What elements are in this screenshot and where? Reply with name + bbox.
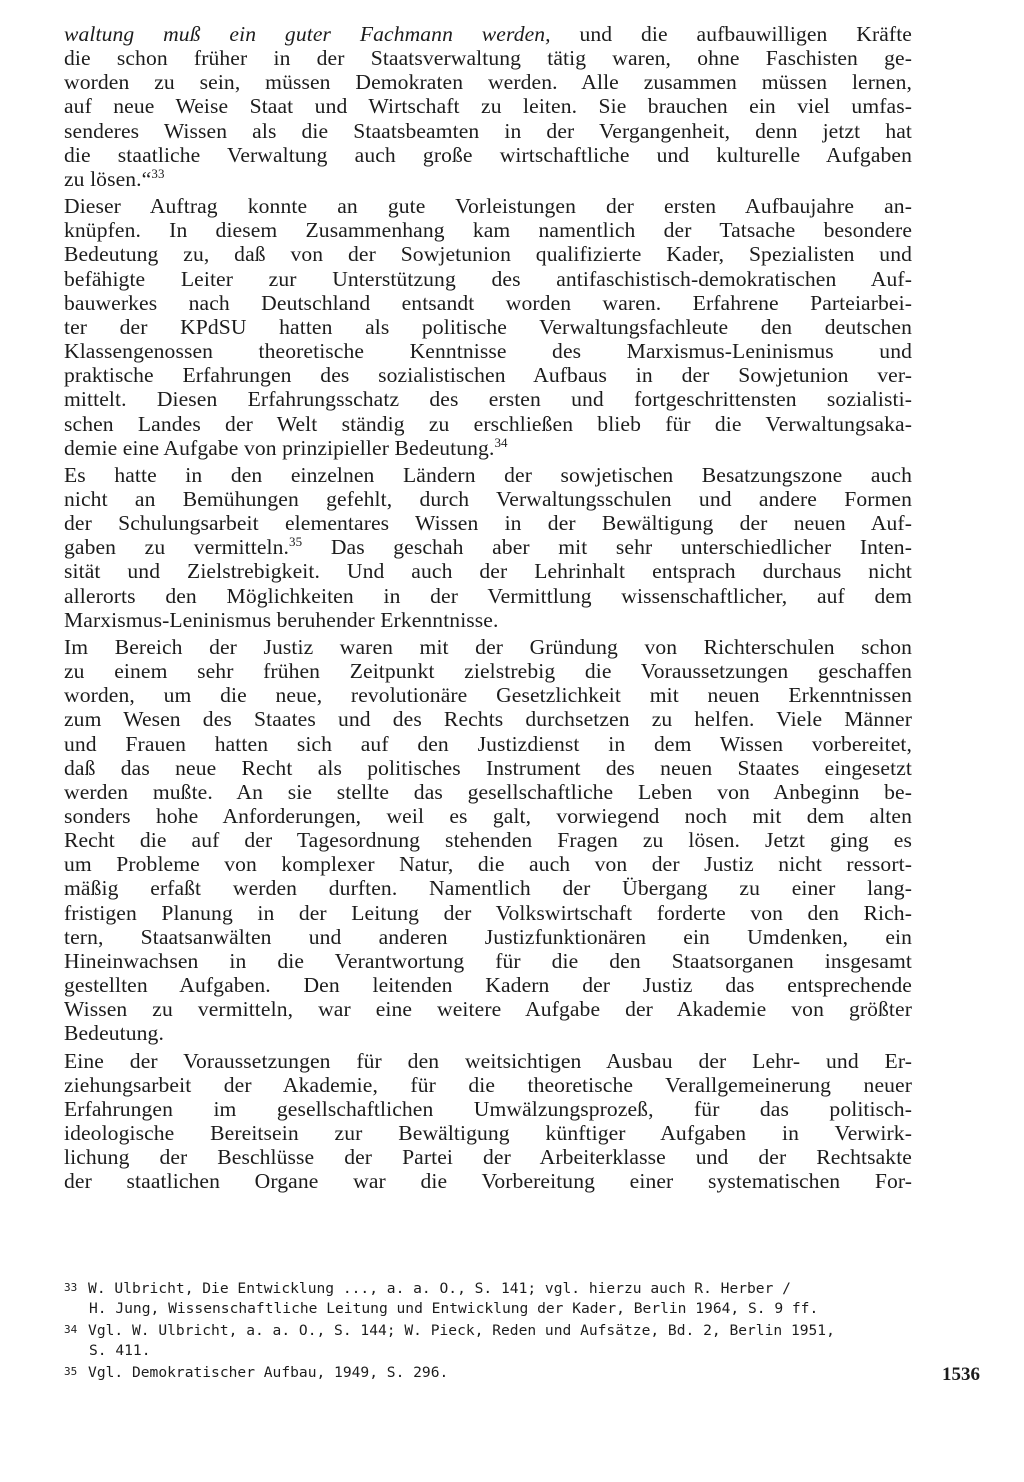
text-line: tern, Staatsanwälten und anderen Justizfunktionären ein Umdenken, ein <box>64 924 912 949</box>
text-segment: gaben zu vermitteln. <box>64 535 290 560</box>
footnote-text: Vgl. W. Ulbricht, a. a. O., S. 144; W. Pieck, Reden und Aufsätze, Bd. 2, Berlin 1951, <box>88 1321 835 1339</box>
text-line: ideologische Bereitsein zur Bewältigung künftiger Aufgaben in Verwirk- <box>64 1121 912 1146</box>
paragraph-1 <box>64 22 912 191</box>
text-line: lichung der Beschlüsse der Partei der Arbeiterklasse und der Rechtsakte <box>64 1145 912 1170</box>
footnote-35 <box>64 1362 924 1383</box>
text-line <box>64 167 912 191</box>
page-number: 1536 <box>942 1364 980 1385</box>
text-line: die staatliche Verwaltung auch große wirtschaftliche und kulturelle Aufgaben <box>64 142 912 167</box>
text-line: der Schulungsarbeit elementares Wissen in der Bewältigung der neuen Auf- <box>64 511 912 536</box>
text-line: nicht an Bemühungen gefehlt, durch Verwaltungsschulen und andere Formen <box>64 486 912 511</box>
text-line: worden zu sein, müssen Demokraten werden. Alle zusammen müssen lernen, <box>64 70 912 95</box>
text-line: ter der KPdSU hatten als politische Verwaltungsfachleute den deutschen <box>64 314 912 339</box>
paragraph-3 <box>64 463 912 632</box>
footnote-34 <box>64 1320 924 1362</box>
text-line: die schon früher in der Staatsverwaltung tätig waren, ohne Faschisten ge- <box>64 46 912 71</box>
text-line: Klassengenossen theoretische Kenntnisse des Marxismus-Leninismus und <box>64 339 912 364</box>
footnote-line <box>64 1320 924 1341</box>
text-line: Marxismus-Leninismus beruhender Erkenntnisse. <box>64 607 499 632</box>
text-line: ziehungsarbeit der Akademie, für die theoretische Verallgemeinerung neuer <box>64 1072 912 1097</box>
footnote-number: 33 <box>64 1281 78 1294</box>
text-line: mäßig erfaßt werden durften. Namentlich der Übergang zu einer lang- <box>64 876 912 901</box>
text-line: allerorts den Möglichkeiten in der Vermittlung wissenschaftlicher, auf dem <box>64 583 912 608</box>
text-line: um Probleme von komplexer Natur, die auch von der Justiz nicht ressort- <box>64 852 912 877</box>
text-segment: demie eine Aufgabe von prinzipieller Bedeutung. <box>64 435 495 460</box>
footnote-ref-35[interactable]: 35 <box>289 534 303 550</box>
text-line: schen Landes der Welt ständig zu erschließen blieb für die Verwaltungsaka- <box>64 411 912 436</box>
text-line: gestellten Aufgaben. Den leitenden Kadern der Justiz das entsprechende <box>64 973 912 998</box>
text-line: zu einem sehr frühen Zeitpunkt zielstrebig die Voraussetzungen geschaffen <box>64 659 912 684</box>
paragraph-2 <box>64 194 912 460</box>
text-line: praktische Erfahrungen des sozialistischen Aufbaus in der Sowjetunion ver- <box>64 363 912 388</box>
text-line: Bedeutung zu, daß von der Sowjetunion qualifizierte Kader, Spezialisten und <box>64 242 912 267</box>
text-line: der staatlichen Organe war die Vorbereitung einer systematischen For- <box>64 1169 912 1194</box>
footnote-line <box>64 1362 924 1383</box>
text-line: Dieser Auftrag konnte an gute Vorleistungen der ersten Aufbaujahre an- <box>64 194 912 219</box>
text-line: knüpfen. In diesem Zusammenhang kam namentlich der Tatsache besondere <box>64 218 912 243</box>
text-segment: und die aufbauwilligen Kräfte <box>550 22 912 46</box>
text-line: Es hatte in den einzelnen Ländern der sowjetischen Besatzungszone auch <box>64 462 912 487</box>
text-line: werden mußte. An sie stellte das gesellschaftliche Leben von Anbeginn be- <box>64 779 912 804</box>
text-line: worden, um die neue, revolutionäre Gesetzlichkeit mit neuen Erkenntnissen <box>64 683 912 708</box>
text-line: und Frauen hatten sich auf den Justizdienst in dem Wissen vorbereitet, <box>64 731 912 756</box>
footnote-ref-34[interactable]: 34 <box>494 434 508 450</box>
text-line: auf neue Weise Staat und Wirtschaft zu leiten. Sie brauchen ein viel umfas- <box>64 94 912 119</box>
footnote-line: S. 411. <box>89 1342 151 1360</box>
text-line: zum Wesen des Staates und des Rechts durchsetzen zu helfen. Viele Männer <box>64 707 912 732</box>
text-line: sität und Zielstrebigkeit. Und auch der Lehrinhalt entsprach durchaus nicht <box>64 559 912 584</box>
footnote-text: Vgl. Demokratischer Aufbau, 1949, S. 296. <box>88 1363 449 1381</box>
footnote-33 <box>64 1278 924 1320</box>
text-line: fristigen Planung in der Leitung der Volkswirtschaft forderte von den Rich- <box>64 900 912 925</box>
text-line: Eine der Voraussetzungen für den weitsichtigen Ausbau der Lehr- und Er- <box>64 1048 912 1073</box>
footnote-number: 35 <box>64 1364 78 1378</box>
paragraph-4 <box>64 635 912 1046</box>
text-line: bauwerkes nach Deutschland entsandt worden waren. Erfahrene Parteiarbei- <box>64 290 912 315</box>
main-text <box>64 22 912 1194</box>
text-line: befähigte Leiter zur Unterstützung des antifaschistisch-demokratischen Auf- <box>64 266 912 291</box>
footnotes <box>64 1278 924 1383</box>
text-line: Recht die auf der Tagesordnung stehenden Fragen zu lösen. Jetzt ging es <box>64 828 912 853</box>
footnote-line <box>64 1278 924 1299</box>
footnote-ref-33[interactable]: 33 <box>151 165 165 181</box>
text-line <box>64 535 912 559</box>
text-segment: zu lösen.“ <box>64 166 152 191</box>
text-line: Hineinwachsen in die Verantwortung für die den Staatsorganen insgesamt <box>64 948 912 973</box>
emphasized-text: waltung muß ein guter Fachmann werden, <box>64 22 551 46</box>
text-line <box>64 22 912 46</box>
text-line: Bedeutung. <box>64 1021 164 1046</box>
text-line: sonders hohe Anforderungen, weil es galt, vorwiegend noch mit dem alten <box>64 804 912 828</box>
text-line <box>64 436 912 460</box>
text-line: Erfahrungen im gesellschaftlichen Umwälzungsprozeß, für das politisch- <box>64 1096 912 1121</box>
text-line: daß das neue Recht als politisches Instrument des neuen Staates eingesetzt <box>64 755 912 780</box>
footnote-number: 34 <box>64 1322 78 1336</box>
text-segment: Das geschah aber mit sehr unterschiedlicher Inten- <box>302 535 912 560</box>
text-line: mittelt. Diesen Erfahrungsschatz des ersten und fortgeschrittensten sozialisti- <box>64 387 912 412</box>
footnote-line: H. Jung, Wissenschaftliche Leitung und Entwicklung der Kader, Berlin 1964, S. 9 ff. <box>89 1300 819 1318</box>
paragraph-5 <box>64 1049 912 1194</box>
text-line: Im Bereich der Justiz waren mit der Gründung von Richterschulen schon <box>64 634 912 659</box>
text-line: senderes Wissen als die Staatsbeamten in der Vergangenheit, denn jetzt hat <box>64 118 912 143</box>
text-line: Wissen zu vermitteln, war eine weitere Aufgabe der Akademie von größter <box>64 997 912 1022</box>
footnote-text: W. Ulbricht, Die Entwicklung ..., a. a. O., S. 141; vgl. hierzu auch R. Herber / <box>88 1280 791 1297</box>
